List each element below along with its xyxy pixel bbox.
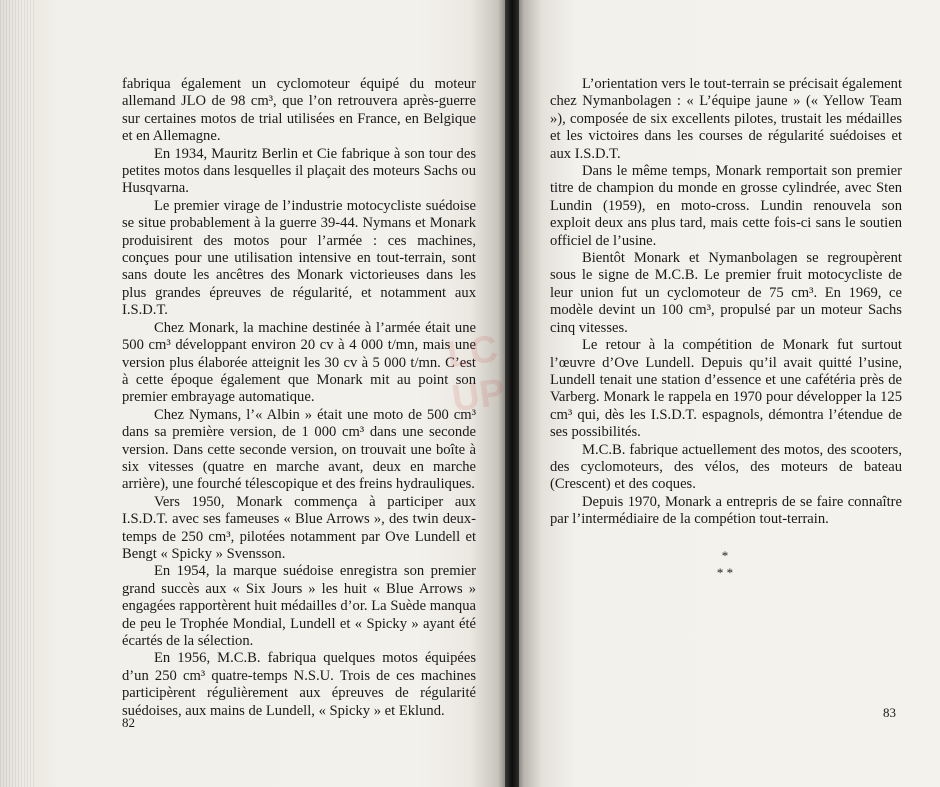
- paragraph: Le premier virage de l’industrie motocycliste suédoise se situe probablement à la guerre 39-44. Nymans et Monark produisirent des motos pour l’armée : ces machines, conçues pour une utilisation intensive en tout-terrain, sont sans doute les ancêtres des Monark victorieuses dans les plus grandes épreuves de régularité, et notamment aux I.S.D.T.: [122, 197, 476, 319]
- paragraph: Chez Nymans, l’« Albin » était une moto de 500 cm³ dans sa première version, de 1 000 cm³ dans une seconde version. Dans cette seconde version, on trouvait une boîte à six vitesses (quatre en marche avant, deux en marche arrière), une fourché télescopique et des freins hydrauliques.: [122, 406, 476, 493]
- left-page-text: [122, 76, 476, 720]
- paragraph: En 1934, Mauritz Berlin et Cie fabrique à son tour des petites motos dans lesquelles il plaçait des moteurs Sachs ou Husqvarna.: [122, 145, 476, 197]
- paragraph: fabriqua également un cyclomoteur équipé du moteur allemand JLO de 98 cm³, que l’on retrouvera après-guerre sur certaines motos de trial utilisées en France, en Belgique et en Allemagne.: [122, 76, 476, 145]
- paragraph: Le retour à la compétition de Monark fut surtout l’œuvre d’Ove Lundell. Depuis qu’il avait quitté l’usine, Lundell tenait une station d’essence et une cafétéria près de Varberg. Monark le rappela en 1970 pour développer la 125 cm³ qui, dès les I.S.D.T. espagnols, démontra l’étendue de ses possibilités.: [550, 337, 902, 441]
- paragraph: En 1956, M.C.B. fabriqua quelques motos équipées d’un 250 cm³ quatre-temps N.S.U. Trois de ces machines participèrent régulièrement aux épreuves de régularité suédoises, aux mains de Lundell, « Spicky » et Eklund.: [122, 650, 476, 719]
- paragraph: Chez Monark, la machine destinée à l’armée était une 500 cm³ développant environ 20 cv à 4 000 t/mn, mais une version plus élaborée atteignit les 30 cv à 5 000 t/mn. C’est à cette époque également que Monark mit au point son premier embrayage automatique.: [122, 319, 476, 406]
- paragraph: M.C.B. fabrique actuellement des motos, des scooters, des cyclomoteurs, des vélos, des moteurs de bateau (Crescent) et des coques.: [550, 441, 902, 493]
- paragraph: L’orientation vers le tout-terrain se précisait également chez Nymanbolagen : « L’équipe jaune » (« Yellow Team »), composée de six excellents pilotes, trustait les médailles et les victoires dans les courses de régularité suédoises et aux I.S.D.T.: [550, 76, 902, 162]
- paragraph: En 1954, la marque suédoise enregistra son premier grand succès aux « Six Jours » les huit « Blue Arrows » engagées rapportèrent huit médailles d’or. La Suède manqua de peu le Trophée Mondial, Lundell et « Spicky » ayant été écartés de la sélection.: [122, 563, 476, 649]
- paragraph: Bientôt Monark et Nymanbolagen se regroupèrent sous le signe de M.C.B. Le premier fruit motocycliste de leur union fut un cyclomoteur de 75 cm³. En 1969, ce modèle devint un 100 cm³, propulsé par un moteur Sachs cinq vitesses.: [550, 250, 902, 336]
- paragraph: Depuis 1970, Monark a entrepris de se faire connaître par l’intermédiaire de la compétion tout-terrain.: [550, 493, 902, 528]
- asterism-bottom: * *: [716, 565, 734, 580]
- paragraph: Vers 1950, Monark commença à participer aux I.S.D.T. avec ses fameuses « Blue Arrows », des twin deux-temps de 250 cm³, pilotées notamment par Ove Lundell et Bengt « Spicky » Svensson.: [122, 493, 476, 562]
- paragraph: Dans le même temps, Monark remportait son premier titre de champion du monde en grosse cylindrée, avec Sten Lundin (1959), en moto-cross. Lundin renouvela son exploit deux ans plus tard, mais cette fois-ci sans le soutien officiel de l’usine.: [550, 163, 902, 249]
- right-page-text: [550, 76, 902, 529]
- book-gutter: [505, 0, 519, 787]
- section-asterism: [700, 547, 750, 581]
- page-edges: [0, 0, 34, 787]
- asterism-top: *: [721, 548, 729, 563]
- page-number-right: 83: [883, 705, 896, 720]
- page-number-left: 82: [122, 715, 135, 730]
